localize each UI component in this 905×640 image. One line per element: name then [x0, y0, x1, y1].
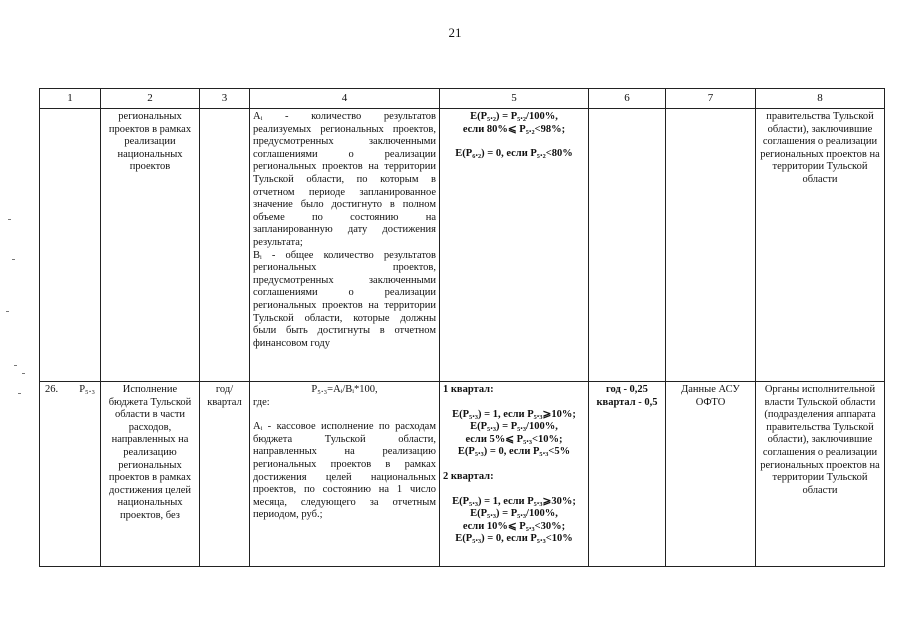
evaluation-line: E(P₅.₂) = P₅.₂/100%, — [470, 111, 558, 122]
header-cell: 2 — [101, 89, 200, 109]
cell-weight: год - 0,25 квартал - 0,5 — [589, 382, 666, 567]
page-number: 21 — [448, 25, 462, 40]
evaluation-line: E(P₅.₃) = 0, если P₅.₃<10% — [455, 533, 573, 545]
indicator-code: P₅.₃ — [79, 384, 95, 395]
scan-margin-marks — [2, 215, 32, 415]
evaluation-line: E(P₅.₃) = 0, если P₅.₃<5% — [457, 446, 571, 458]
evaluation-line: E(P₅.₃) = P₅.₃/100%, — [470, 508, 558, 520]
evaluation-line: E(P₅.₃) = 1, если P₅.₃⩾10%; — [452, 408, 576, 420]
cell-formula — [250, 109, 440, 382]
evaluation-line: E(P₅.₃) = 1, если P₅.₃⩾30%; — [452, 495, 576, 507]
cell-number — [40, 109, 101, 382]
cell-period — [200, 109, 250, 382]
indicator-table — [39, 88, 885, 567]
formula-text-a: Aᵢ - количество результатов реализуемых региональных проектов, предусмотренных заключенными соглашениями о реализации региональных проектов на территории Тульской области, по которым в отчетном периоде запланированное значение было достигнуто в полном объеме по состоянию на запланированную дату достижения результата; — [253, 111, 436, 248]
cell-period: год/ квартал — [200, 382, 250, 567]
quarter-label: 2 квартал: — [443, 470, 494, 482]
formula-where: где: — [253, 396, 270, 408]
cell-weight — [589, 109, 666, 382]
header-cell: 7 — [666, 89, 756, 109]
header-cell: 6 — [589, 89, 666, 109]
header-cell: 3 — [200, 89, 250, 109]
table-row-continuation — [40, 109, 885, 382]
evaluation-line: если 5%⩽ P₅.₃<10%; — [465, 433, 563, 445]
evaluation-line: E(P₅.₃) = P₅.₃/100%, — [470, 421, 558, 433]
cell-evaluation — [440, 109, 589, 382]
cell-indicator-name: Исполнение бюджета Тульской области в части расходов, направленных на реализацию региональных проектов в рамках достижения целей национальных проектов, без — [101, 382, 200, 567]
formula-text-b: Bᵢ - общее количество результатов региональных проектов, предусмотренных заключенными соглашениями о реализации региональных проектов на территории Тульской области, которые должны были быть достигнуты в отчетном финансовом году — [253, 249, 436, 349]
table-header-row — [40, 89, 885, 109]
cell-source: Данные АСУ ОФТО — [666, 382, 756, 567]
evaluation-line: если 80%⩽ P₅.₂<98%; — [462, 123, 566, 135]
header-cell: 1 — [40, 89, 101, 109]
header-cell: 4 — [250, 89, 440, 109]
table-row-26 — [40, 382, 885, 567]
cell-responsible: Органы исполнительной власти Тульской области (подразделения аппарата правительства Тульской области), заключившие соглашения о реализации региональных проектов на территории Тульской области — [756, 382, 885, 567]
formula-expression: P₅.₃=Aᵢ/Bᵢ*100, — [311, 384, 378, 395]
header-cell: 5 — [440, 89, 589, 109]
formula-text-a: Aᵢ - кассовое исполнение по расходам бюджета Тульской области, направленных на реализацию региональных проектов в рамках достижения целей национальных проектов, по состоянию на 1 число месяца, следующего за отчетным периодом, руб.; — [253, 421, 436, 521]
row-number: 26. — [45, 384, 59, 395]
header-cell: 8 — [756, 89, 885, 109]
cell-number — [40, 382, 101, 567]
cell-formula — [250, 382, 440, 567]
evaluation-line: E(P₆.₂) = 0, если P₅.₂<80% — [455, 148, 573, 160]
cell-indicator-name: региональных проектов в рамках реализации национальных проектов — [101, 109, 200, 382]
quarter-label: 1 квартал: — [443, 384, 494, 395]
cell-responsible: правительства Тульской области), заключившие соглашения о реализации региональных проектов на территории Тульской области — [756, 109, 885, 382]
cell-source — [666, 109, 756, 382]
cell-evaluation — [440, 382, 589, 567]
evaluation-line: если 10%⩽ P₅.₃<30%; — [462, 520, 566, 532]
